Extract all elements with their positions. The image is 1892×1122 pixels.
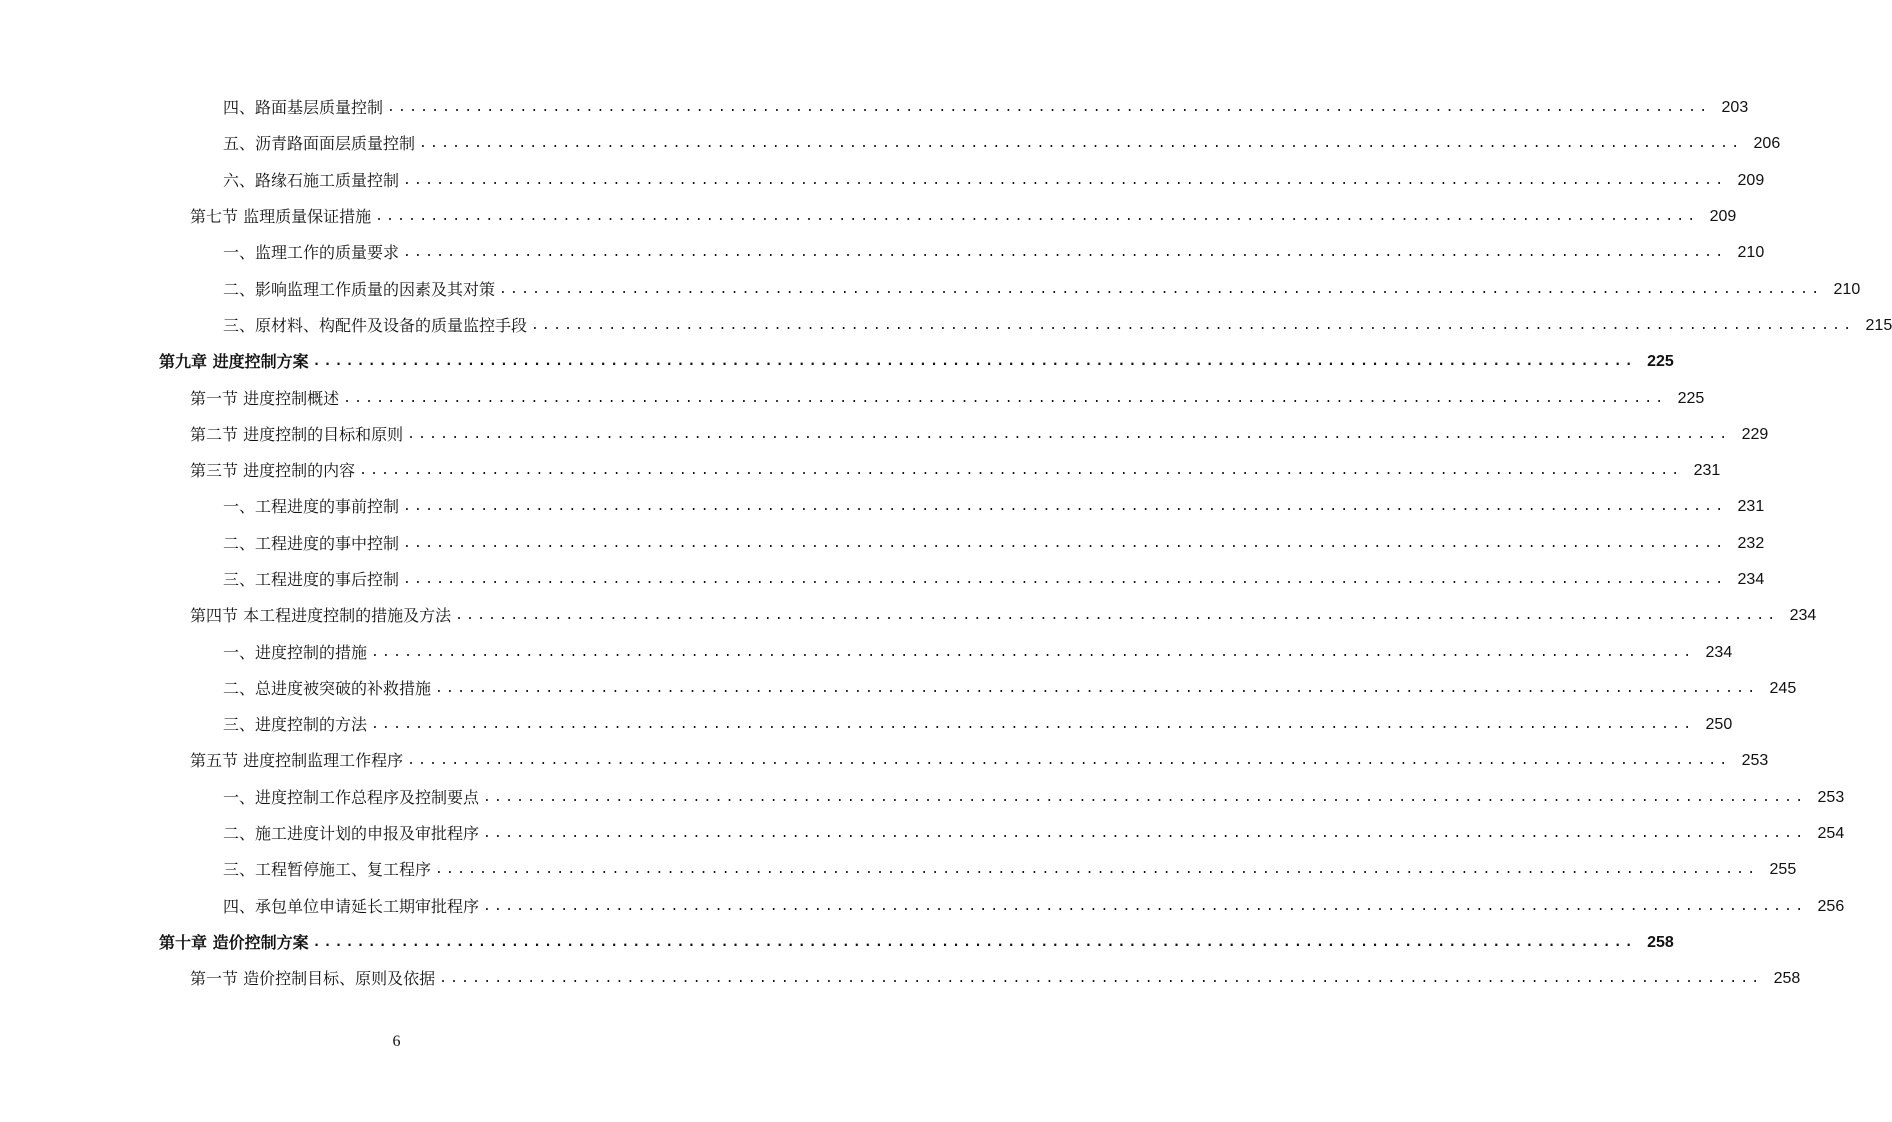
- toc-entry-title: 二、施工进度计划的申报及审批程序: [223, 824, 480, 844]
- toc-entry[interactable]: [0, 526, 1765, 562]
- toc-entry[interactable]: [0, 707, 1733, 743]
- toc-entry-page: 254: [1817, 825, 1845, 843]
- toc-entry[interactable]: [0, 126, 1781, 162]
- toc-entry[interactable]: [0, 852, 1797, 888]
- toc-entry-page: 206: [1753, 135, 1781, 153]
- toc-dot-leader: ........................................................................................................................: [499, 281, 1823, 297]
- toc-dot-leader: ........................................................................................................................: [403, 572, 1727, 587]
- toc-dot-leader: ........................................................................................................................: [387, 100, 1711, 116]
- toc-entry[interactable]: [0, 925, 1674, 961]
- toc-entry[interactable]: [0, 90, 1749, 126]
- toc-dot-leader: ........................................................................................................................: [375, 209, 1699, 225]
- toc-entry[interactable]: [0, 889, 1845, 925]
- toc-entry-page: 258: [1773, 970, 1801, 988]
- toc-entry[interactable]: [0, 344, 1674, 380]
- toc-entry-page: 209: [1709, 208, 1737, 226]
- toc-dot-leader: ........................................................................................................................: [455, 608, 1779, 624]
- toc-entry-title: 六、路缘石施工质量控制: [223, 170, 400, 190]
- toc-entry-page: 229: [1741, 425, 1769, 443]
- toc-entry-page: 234: [1705, 643, 1733, 661]
- toc-entry[interactable]: [0, 308, 1892, 344]
- toc-entry[interactable]: [0, 671, 1797, 707]
- toc-entry-title: 一、进度控制工作总程序及控制要点: [223, 787, 480, 807]
- toc-entry-page: 225: [1647, 353, 1674, 371]
- toc-entry-title: 第二节 进度控制的目标和原则: [190, 424, 404, 444]
- toc-dot-leader: ........................................................................................................................: [403, 535, 1727, 551]
- toc-entry-title: 第三节 进度控制的内容: [190, 461, 356, 481]
- toc-entry-page: 225: [1677, 389, 1705, 407]
- toc-dot-leader: ........................................................................................................................: [371, 644, 1695, 660]
- toc-entry-page: 253: [1817, 788, 1845, 806]
- toc-entry-title: 三、工程进度的事后控制: [223, 570, 400, 589]
- toc-entry[interactable]: [0, 417, 1769, 453]
- toc-entry-page: 210: [1833, 280, 1861, 298]
- toc-dot-leader: ........................................................................................................................: [312, 934, 1636, 950]
- toc-entry[interactable]: [0, 380, 1705, 416]
- toc-dot-leader: ........................................................................................................................: [407, 426, 1731, 442]
- toc-entry-page: 231: [1737, 498, 1765, 516]
- toc-entry-page: 232: [1737, 534, 1765, 552]
- toc-entry[interactable]: [0, 562, 1765, 598]
- toc-entry-title: 三、进度控制的方法: [223, 715, 368, 735]
- toc-entry-title: 第七节 监理质量保证措施: [190, 207, 372, 227]
- toc-entry-page: 203: [1721, 99, 1749, 117]
- toc-entry-title: 四、路面基层质量控制: [223, 98, 384, 118]
- toc-entry-title: 第一节 造价控制目标、原则及依据: [190, 969, 436, 989]
- toc-entry-title: 一、进度控制的措施: [223, 642, 368, 662]
- toc-entry[interactable]: [0, 634, 1733, 670]
- toc-dot-leader: ........................................................................................................................: [407, 753, 1731, 769]
- toc-entry-page: 255: [1769, 861, 1797, 879]
- toc-entry[interactable]: [0, 780, 1845, 816]
- toc-entry[interactable]: [0, 598, 1817, 634]
- toc-entry[interactable]: [0, 453, 1721, 489]
- toc-entry[interactable]: [0, 961, 1801, 997]
- toc-entry[interactable]: [0, 743, 1769, 779]
- toc-dot-leader: ........................................................................................................................: [439, 971, 1763, 987]
- page-number: 6: [392, 1033, 401, 1050]
- toc-dot-leader: ........................................................................................................................: [483, 826, 1807, 842]
- toc-dot-leader: ........................................................................................................................: [343, 390, 1667, 406]
- toc-entry-title: 第五节 进度控制监理工作程序: [190, 751, 404, 771]
- toc-entry-page: 256: [1817, 897, 1845, 915]
- toc-dot-leader: ........................................................................................................................: [419, 136, 1743, 152]
- toc-entry-page: 258: [1647, 933, 1674, 951]
- toc-entry[interactable]: [0, 199, 1737, 235]
- toc-entry-title: 第四节 本工程进度控制的措施及方法: [190, 606, 452, 626]
- toc-entry-title: 第九章 进度控制方案: [159, 352, 309, 372]
- toc-entry-page: 253: [1741, 752, 1769, 770]
- toc-entry-page: 250: [1705, 716, 1733, 734]
- toc-entry-title: 二、影响监理工作质量的因素及其对策: [223, 279, 496, 299]
- toc-entry-title: 第一节 进度控制概述: [190, 388, 340, 408]
- toc-entry[interactable]: [0, 816, 1845, 852]
- toc-dot-leader: ........................................................................................................................: [483, 898, 1807, 914]
- toc-entry-title: 二、工程进度的事中控制: [223, 533, 400, 553]
- toc-dot-leader: ........................................................................................................................: [403, 499, 1727, 515]
- toc-dot-leader: ........................................................................................................................: [359, 463, 1683, 479]
- toc-entry-page: 234: [1789, 607, 1817, 625]
- toc-entry[interactable]: [0, 235, 1765, 271]
- toc-entry-page: 209: [1737, 171, 1765, 189]
- toc-dot-leader: ........................................................................................................................: [403, 245, 1727, 261]
- toc-entry-page: 215: [1865, 316, 1892, 334]
- toc-entry-page: 231: [1693, 462, 1721, 480]
- toc-dot-leader: ........................................................................................................................: [531, 317, 1855, 333]
- toc-entry-title: 三、工程暂停施工、复工程序: [223, 860, 432, 880]
- toc-dot-leader: ........................................................................................................................: [312, 354, 1636, 370]
- toc-entry-page: 234: [1737, 571, 1765, 588]
- toc-entry-page: 245: [1769, 679, 1797, 697]
- toc-dot-leader: ........................................................................................................................: [483, 789, 1807, 805]
- toc-dot-leader: ........................................................................................................................: [371, 717, 1695, 733]
- toc-entry-title: 三、原材料、构配件及设备的质量监控手段: [223, 315, 528, 335]
- toc-entry-title: 一、监理工作的质量要求: [223, 243, 400, 263]
- toc-entry-title: 二、总进度被突破的补救措施: [223, 678, 432, 698]
- toc-dot-leader: ........................................................................................................................: [403, 172, 1727, 188]
- toc-dot-leader: ........................................................................................................................: [435, 862, 1759, 878]
- toc-entry-title: 第十章 造价控制方案: [159, 932, 309, 952]
- toc-entry-title: 五、沥青路面面层质量控制: [223, 134, 416, 154]
- table-of-contents: [0, 90, 1892, 997]
- toc-dot-leader: ........................................................................................................................: [435, 680, 1759, 696]
- toc-entry-title: 一、工程进度的事前控制: [223, 497, 400, 517]
- toc-entry[interactable]: [0, 489, 1765, 525]
- toc-entry[interactable]: [0, 163, 1765, 199]
- toc-entry-title: 四、承包单位申请延长工期审批程序: [223, 896, 480, 916]
- toc-entry-page: 210: [1737, 244, 1765, 262]
- toc-entry[interactable]: [0, 271, 1861, 307]
